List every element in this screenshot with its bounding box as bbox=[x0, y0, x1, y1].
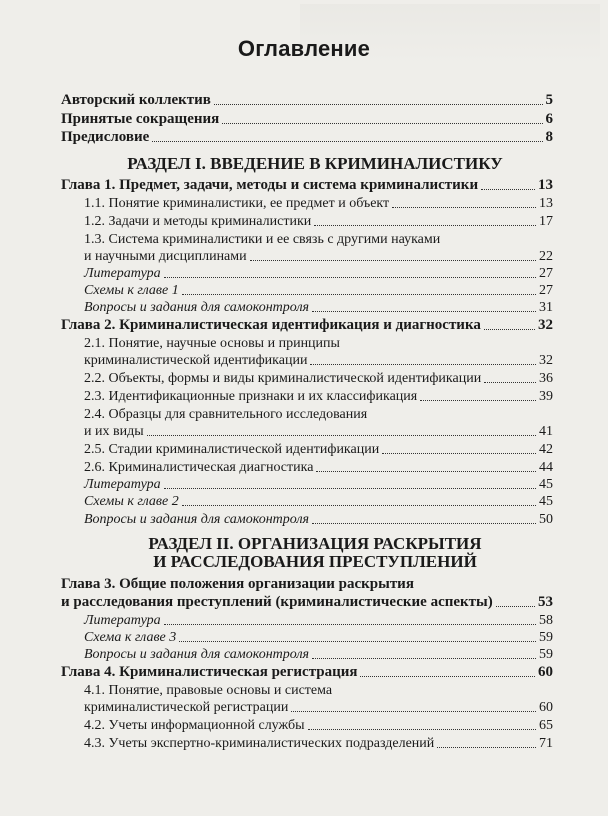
toc-entry-page: 59 bbox=[539, 630, 553, 645]
toc-entry-literature[interactable] bbox=[84, 476, 553, 493]
chapter-page: 13 bbox=[538, 177, 553, 193]
dot-leader bbox=[182, 505, 536, 506]
toc-entry[interactable] bbox=[84, 717, 553, 734]
toc-entry-label: криминалистической регистрации bbox=[84, 700, 289, 715]
toc-entry-questions[interactable] bbox=[84, 511, 553, 528]
toc-entry-page: 22 bbox=[539, 249, 553, 264]
toc-entry-label: Литература bbox=[84, 477, 161, 492]
dot-leader bbox=[250, 260, 536, 261]
toc-entry[interactable] bbox=[84, 735, 553, 752]
toc-entry-schemes[interactable] bbox=[84, 282, 553, 299]
dot-leader bbox=[312, 311, 536, 312]
toc-entry[interactable] bbox=[84, 213, 553, 230]
toc-chapter-2[interactable] bbox=[61, 317, 553, 334]
toc-chapter-4[interactable] bbox=[61, 664, 553, 681]
section-heading-1: РАЗДЕЛ I. ВВЕДЕНИЕ В КРИМИНАЛИСТИКУ bbox=[127, 154, 503, 173]
dot-leader bbox=[484, 329, 535, 330]
dot-leader bbox=[164, 277, 536, 278]
toc-entry-label: Предисловие bbox=[61, 129, 150, 145]
toc-entry[interactable] bbox=[84, 195, 553, 212]
dot-leader bbox=[420, 400, 536, 401]
toc-entry-label: Вопросы и задания для самоконтроля bbox=[84, 647, 310, 662]
dot-leader bbox=[291, 711, 536, 712]
toc-entry-page: 5 bbox=[545, 92, 553, 108]
toc-entry-page: 17 bbox=[539, 214, 553, 229]
toc-entry-authors[interactable] bbox=[61, 92, 553, 109]
dot-leader bbox=[484, 382, 536, 383]
toc-entry-label: 2.2. Объекты, формы и виды криминалистической идентификации bbox=[84, 371, 482, 386]
dot-leader bbox=[164, 624, 536, 625]
dot-leader bbox=[179, 641, 536, 642]
toc-entry-preface[interactable] bbox=[61, 129, 553, 146]
toc-entry-label: 1.2. Задачи и методы криминалистики bbox=[84, 214, 312, 229]
toc-entry-questions[interactable] bbox=[84, 646, 553, 663]
dot-leader bbox=[392, 207, 536, 208]
page-title: Оглавление bbox=[237, 36, 371, 61]
toc-entry[interactable] bbox=[84, 459, 553, 476]
toc-entry-page: 32 bbox=[539, 353, 553, 368]
toc-entry-label: Вопросы и задания для самоконтроля bbox=[84, 512, 310, 527]
toc-entry-label: и научными дисциплинами bbox=[84, 249, 247, 264]
toc-entry-page: 50 bbox=[539, 512, 553, 527]
toc-entry-schemes[interactable] bbox=[84, 493, 553, 510]
chapter-page: 32 bbox=[538, 317, 553, 333]
toc-entry-label: 4.3. Учеты экспертно-криминалистических подразделений bbox=[84, 736, 435, 751]
toc-entry-page: 27 bbox=[539, 266, 553, 281]
dot-leader bbox=[481, 189, 535, 190]
toc-entry[interactable] bbox=[84, 248, 553, 265]
dot-leader bbox=[360, 676, 535, 677]
dot-leader bbox=[310, 364, 536, 365]
toc-entry-page: 39 bbox=[539, 389, 553, 404]
toc-entry[interactable] bbox=[84, 699, 553, 716]
toc-entry-page: 60 bbox=[539, 700, 553, 715]
chapter-title: Глава 1. Предмет, задачи, методы и система криминалистики bbox=[61, 177, 479, 193]
toc-entry-first-line: 2.1. Понятие, научные основы и принципы bbox=[84, 336, 340, 351]
dot-leader bbox=[312, 523, 536, 524]
chapter-page: 53 bbox=[538, 594, 553, 610]
chapter-title-first-line: Глава 3. Общие положения организации раскрытия bbox=[61, 576, 414, 592]
toc-entry-page: 58 bbox=[539, 613, 553, 628]
toc-entry-first-line: 1.3. Система криминалистики и ее связь с другими науками bbox=[84, 232, 441, 247]
toc-chapter-3[interactable] bbox=[61, 594, 553, 611]
chapter-title: Глава 4. Криминалистическая регистрация bbox=[61, 664, 358, 680]
toc-entry-page: 45 bbox=[539, 477, 553, 492]
toc-entry-first-line: 2.4. Образцы для сравнительного исследования bbox=[84, 407, 368, 422]
dot-leader bbox=[152, 141, 542, 142]
chapter-title: Глава 2. Криминалистическая идентификация и диагностика bbox=[61, 317, 481, 333]
toc-entry[interactable] bbox=[84, 441, 553, 458]
toc-entry-label: 4.2. Учеты информационной службы bbox=[84, 718, 305, 733]
chapter-page: 60 bbox=[538, 664, 553, 680]
toc-entry-page: 36 bbox=[539, 371, 553, 386]
toc-entry-label: криминалистической идентификации bbox=[84, 353, 308, 368]
dot-leader bbox=[164, 488, 536, 489]
toc-entry-page: 42 bbox=[539, 442, 553, 457]
dot-leader bbox=[496, 606, 535, 607]
toc-entry[interactable] bbox=[84, 370, 553, 387]
toc-entry-page: 27 bbox=[539, 283, 553, 298]
toc-entry-label: 1.1. Понятие криминалистики, ее предмет и объект bbox=[84, 196, 390, 211]
toc-entry-label: Литература bbox=[84, 613, 161, 628]
toc-entry-page: 44 bbox=[539, 460, 553, 475]
section-heading-2-line1: РАЗДЕЛ II. ОРГАНИЗАЦИЯ РАСКРЫТИЯ bbox=[148, 534, 482, 553]
toc-entry-label: 2.6. Криминалистическая диагностика bbox=[84, 460, 314, 475]
dot-leader bbox=[382, 453, 536, 454]
toc-entry-literature[interactable] bbox=[84, 612, 553, 629]
toc-entry-page: 41 bbox=[539, 424, 553, 439]
toc-entry-label: 2.5. Стадии криминалистической идентификации bbox=[84, 442, 380, 457]
dot-leader bbox=[147, 435, 536, 436]
section-heading-2-line2: И РАССЛЕДОВАНИЯ ПРЕСТУПЛЕНИЙ bbox=[153, 552, 477, 571]
toc-entry-label: Схема к главе 3 bbox=[84, 630, 177, 645]
toc-entry-page: 71 bbox=[539, 736, 553, 751]
toc-chapter-1[interactable] bbox=[61, 177, 553, 194]
dot-leader bbox=[308, 729, 536, 730]
chapter-title: и расследования преступлений (криминалистические аспекты) bbox=[61, 594, 493, 610]
toc-entry-label: Литература bbox=[84, 266, 161, 281]
toc-entry-page: 59 bbox=[539, 647, 553, 662]
dot-leader bbox=[312, 658, 536, 659]
toc-entry-label: Схемы к главе 2 bbox=[84, 494, 179, 509]
toc-entry-page: 31 bbox=[539, 300, 553, 315]
dot-leader bbox=[222, 123, 542, 124]
toc-entry-label: Схемы к главе 1 bbox=[84, 283, 179, 298]
toc-entry-page: 45 bbox=[539, 494, 553, 509]
toc-entry-label: 2.3. Идентификационные признаки и их классификация bbox=[84, 389, 418, 404]
toc-entry-label: Авторский коллектив bbox=[61, 92, 211, 108]
dot-leader bbox=[316, 471, 536, 472]
toc-entry-page: 65 bbox=[539, 718, 553, 733]
toc-entry-literature[interactable] bbox=[84, 265, 553, 282]
dot-leader bbox=[314, 225, 536, 226]
toc-entry-scheme[interactable] bbox=[84, 629, 553, 646]
dot-leader bbox=[437, 747, 536, 748]
toc-entry[interactable] bbox=[84, 352, 553, 369]
toc-entry[interactable] bbox=[84, 388, 553, 405]
toc-entry-label: Вопросы и задания для самоконтроля bbox=[84, 300, 310, 315]
toc-entry-label: и их виды bbox=[84, 424, 144, 439]
toc-entry-label: Принятые сокращения bbox=[61, 111, 220, 127]
dot-leader bbox=[214, 104, 543, 105]
toc-entry-page: 8 bbox=[545, 129, 553, 145]
toc-entry-page: 13 bbox=[539, 196, 553, 211]
toc-entry-first-line: 4.1. Понятие, правовые основы и система bbox=[84, 683, 333, 698]
toc-entry-abbreviations[interactable] bbox=[61, 111, 553, 128]
toc-entry-questions[interactable] bbox=[84, 299, 553, 316]
dot-leader bbox=[182, 294, 536, 295]
toc-entry-page: 6 bbox=[545, 111, 553, 127]
toc-entry[interactable] bbox=[84, 423, 553, 440]
